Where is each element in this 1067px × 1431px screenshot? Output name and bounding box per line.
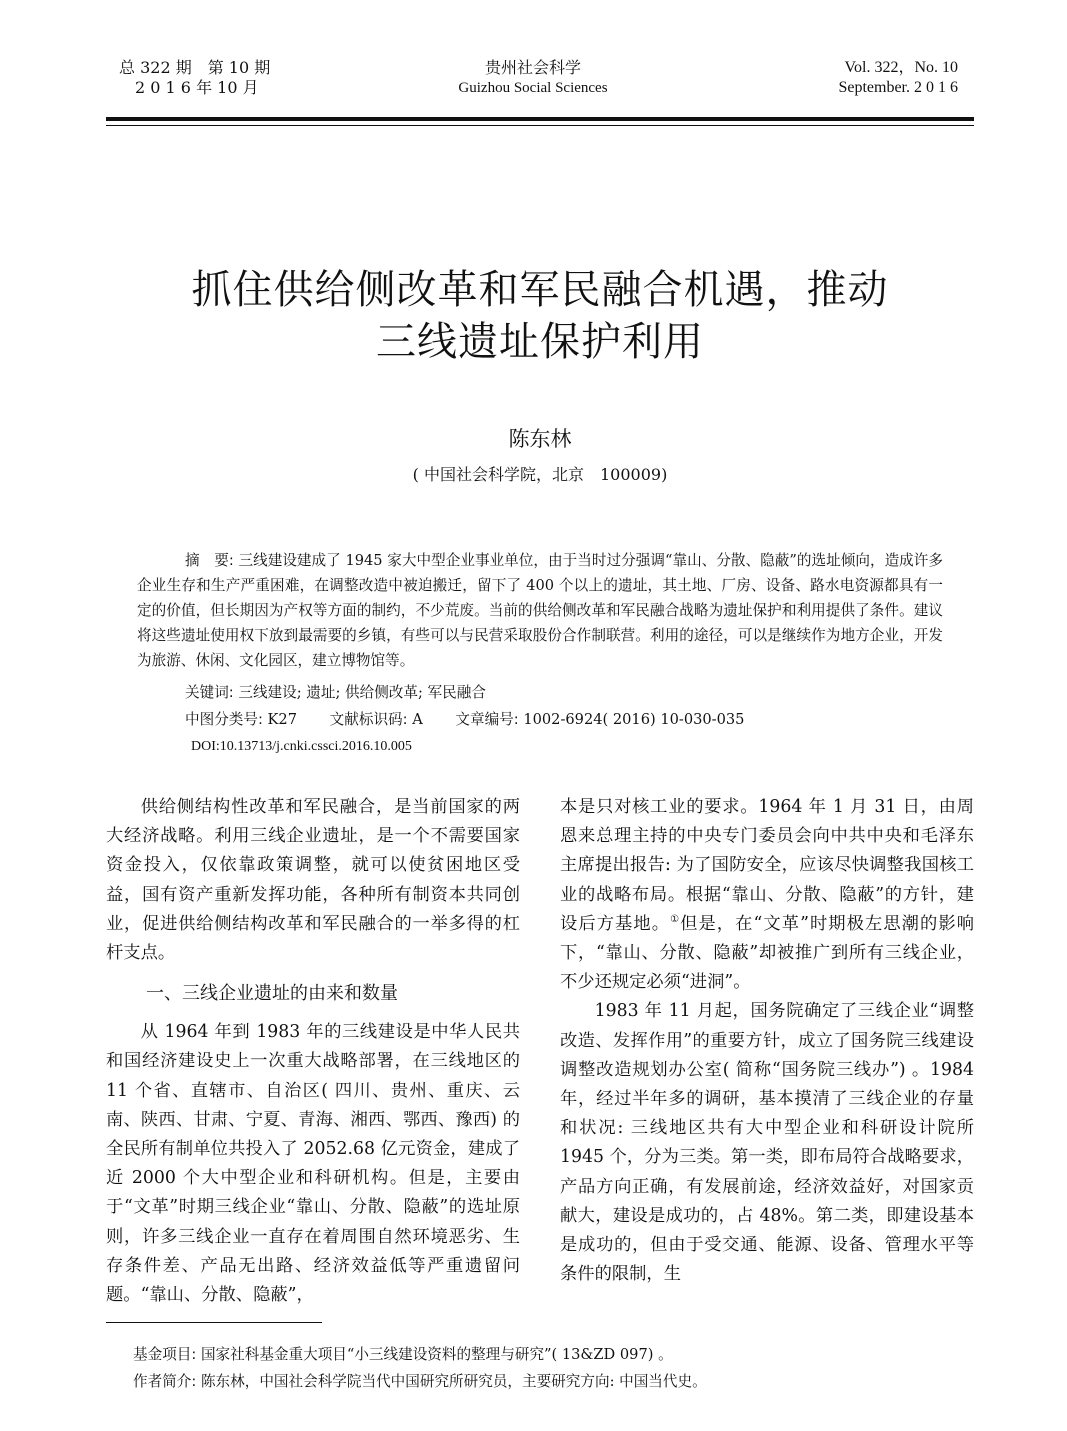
body-paragraph: 1983 年 11 月起，国务院确定了三线企业“调整改造、发挥作用”的重要方针，成立了国务院三线建设调整改造规划办公室( 简称“国务院三线办”) 。1984 年，经过半年多的调研，基本摸清了三线企业的存量和状况: 三线地区共有大中型企业和科研设计院所 1945 个，分为三类。第一类，即布局符合战略要求，产品方向正确，有发展前途，经济效益好，对国家贡献大，建设是成功的，占 48%。第二类，即建设基本是成功的，但由于受交通、能源、设备、管理水平等条件的限制，生	[560, 1001, 974, 1285]
abstract-label: 摘 要:	[185, 552, 234, 569]
footnote-rule	[106, 1322, 322, 1323]
issue-date: 2 0 1 6 年 10 月	[135, 78, 259, 97]
keywords	[185, 681, 486, 705]
doc-code-label: 文献标识码:	[329, 711, 408, 728]
running-header-right	[762, 58, 958, 98]
body-paragraph	[560, 793, 974, 997]
author-name: 陈东林	[508, 427, 572, 451]
funding-text: 国家社科基金重大项目“小三线建设资料的整理与研究”( 13&ZD 097) 。	[200, 1346, 673, 1363]
classification-line	[185, 708, 744, 732]
doi: DOI:10.13713/j.cnki.cssci.2016.10.005	[191, 739, 412, 754]
volume-number: Vol. 322，No. 10	[844, 59, 958, 76]
abstract	[137, 548, 943, 673]
title-line-1: 抓住供给侧改革和军民融合机遇，推动	[191, 267, 889, 313]
body-paragraph: 从 1964 年到 1983 年的三线建设是中华人民共和国经济建设史上一次重大战略部署，在三线地区的 11 个省、直辖市、自治区( 四川、贵州、重庆、云南、陕西、甘肃、宁夏、青海、湘西、鄂西、豫西) 的全民所有制单位共投入了 2052.68 亿元资金，建成了近 2000 个大中型企业和科研机构。但是，主要由于“文革”时期三线企业“靠山、分散、隐蔽”的选址原则，许多三线企业一直存在着周围自然环境恶劣、生存条件差、产品无出路、经济效益低等严重遗留问题。“靠山、分散、隐蔽”，	[106, 1022, 520, 1306]
clc-label: 中图分类号:	[185, 711, 263, 728]
running-header-left	[119, 58, 319, 98]
body-column-right	[560, 793, 974, 1289]
paragraph-text: 本是只对核工业的要求。1964 年 1 月 31 日，由周恩来总理主持的中央专门委员会向中共中央和毛泽东主席提出报告: 为了国防安全，应该尽快调整我国核工业的战略布局。根据“靠山、分散、隐蔽”的方针，建设后方基地。	[560, 797, 974, 934]
publication-month: September. 2 0 1 6	[838, 79, 958, 96]
paragraph-text: 但是，在“文革”时期极左思潮的影响下，“靠山、分散、隐蔽”却被推广到所有三线企业，不少还规定必须“进洞”。	[560, 913, 974, 993]
author-bio-text: 陈东林，中国社会科学院当代中国研究所研究员，主要研究方向: 中国当代史。	[200, 1373, 707, 1390]
issue-number: 总 322 期 第 10 期	[119, 58, 271, 77]
header-rule-thick	[106, 117, 974, 121]
clc-value: K27	[267, 711, 298, 728]
article-number-value: 1002-6924( 2016) 10-030-035	[523, 711, 745, 728]
journal-title-cn: 贵州社会科学	[484, 58, 581, 77]
author-bio-note	[133, 1372, 707, 1392]
article-number-label: 文章编号:	[455, 711, 519, 728]
funding-note	[133, 1345, 673, 1365]
keywords-text: 三线建设; 遗址; 供给侧改革; 军民融合	[238, 684, 486, 701]
article-title	[106, 264, 974, 368]
section-heading: 一、三线企业遗址的由来和数量	[146, 983, 398, 1005]
doc-code-value: A	[412, 711, 423, 728]
body-paragraph: 供给侧结构性改革和军民融合，是当前国家的两大经济战略。利用三线企业遗址，是一个不需要国家资金投入，仅依靠政策调整，就可以使贫困地区受益，国有资产重新发挥功能，各种所有制资本共同创业，促进供给侧结构改革和军民融合的一举多得的杠杆支点。	[106, 797, 520, 964]
author-bio-label: 作者简介:	[133, 1373, 197, 1390]
header-rule-thin	[106, 125, 974, 126]
body-column-left	[106, 793, 520, 1310]
title-line-2: 三线遗址保护利用	[376, 319, 704, 365]
keywords-label: 关键词:	[185, 684, 234, 701]
funding-label: 基金项目:	[133, 1346, 197, 1363]
footnote-marker[interactable]: ①	[670, 914, 681, 926]
author-affiliation: ( 中国社会科学院，北京 100009)	[412, 465, 668, 484]
abstract-text: 三线建设建成了 1945 家大中型企业事业单位，由于当时过分强调“靠山、分散、隐蔽”的选址倾向，造成许多企业生存和生产严重困难，在调整改造中被迫搬迁，留下了 400 个以上的遗址，其土地、厂房、设备、路水电资源都具有一定的价值，但长期因为产权等方面的制约，不少荒废。当前的供给侧改革和军民融合战略为遗址保护和利用提供了条件。建议将这些遗址使用权下放到最需要的乡镇，有些可以与民营采取股份合作制联营。利用的途径，可以是继续作为地方企业，开发为旅游、休闲、文化园区，建立博物馆等。	[137, 552, 944, 669]
journal-title-en: Guizhou Social Sciences	[458, 80, 608, 96]
running-header-center	[433, 58, 633, 98]
